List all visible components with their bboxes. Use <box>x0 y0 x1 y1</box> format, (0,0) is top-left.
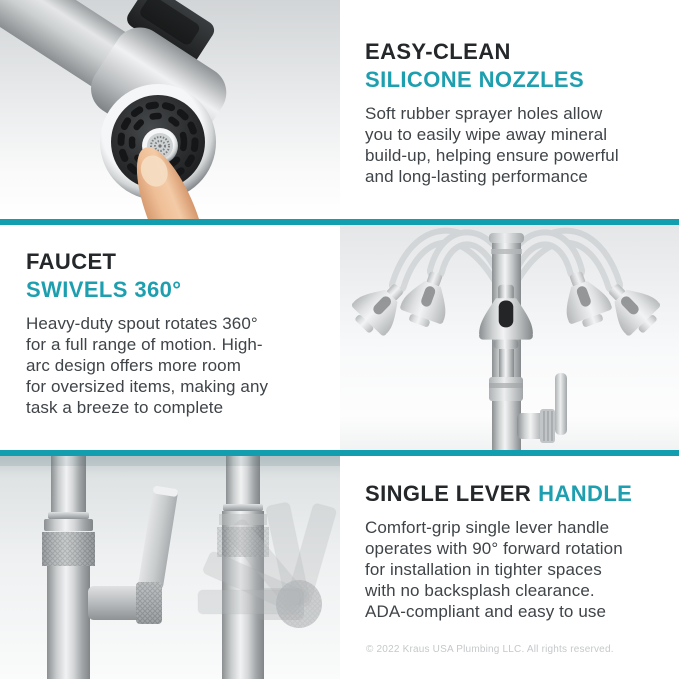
section-single-lever <box>365 480 632 622</box>
section-heading-dark: EASY-CLEAN <box>365 39 511 64</box>
section-heading-teal: SWIVELS 360° <box>26 277 182 302</box>
bar-shadow <box>0 456 340 466</box>
section-faucet-swivels <box>26 248 268 418</box>
body-text-line: operates with 90° forward rotation <box>365 539 623 558</box>
section-body <box>26 313 268 418</box>
body-text-line: with no backsplash clearance. <box>365 581 595 600</box>
section-heading-inline <box>365 480 632 508</box>
section-heading-dark: FAUCET <box>26 249 117 274</box>
lever-rotation-image <box>0 456 340 679</box>
sprayer-head-illustration <box>0 0 340 219</box>
faucet-swivel-illustration <box>340 225 679 450</box>
body-text-line: ADA-compliant and easy to use <box>365 602 607 621</box>
body-text-line: you to easily wipe away mineral <box>365 125 608 144</box>
section-heading-teal: HANDLE <box>538 481 633 506</box>
copyright-notice: © 2022 Kraus USA Plumbing LLC. All rights reserved. <box>366 644 614 655</box>
body-text-line: for a full range of motion. High- <box>26 335 263 354</box>
body-text-line: arc design offers more room <box>26 356 241 375</box>
lever-rotation-illustration <box>0 456 340 679</box>
section-heading-dark: SINGLE LEVER <box>365 481 532 506</box>
body-text-line: Heavy-duty spout rotates 360° <box>26 314 258 333</box>
body-text-line: for installation in tighter spaces <box>365 560 602 579</box>
body-text-line: and long-lasting performance <box>365 167 588 186</box>
faucet-swivel-image <box>340 225 679 450</box>
section-body <box>365 517 632 622</box>
sprayer-head-photo <box>0 0 340 219</box>
body-text-line: for oversized items, making any <box>26 377 269 396</box>
body-text-line: build-up, helping ensure powerful <box>365 146 619 165</box>
section-heading-teal: SILICONE NOZZLES <box>365 67 585 92</box>
body-text-line: Comfort-grip single lever handle <box>365 518 610 537</box>
body-text-line: Soft rubber sprayer holes allow <box>365 104 603 123</box>
section-easy-clean <box>365 38 619 187</box>
body-text-line: task a breeze to complete <box>26 398 224 417</box>
section-body <box>365 103 619 187</box>
